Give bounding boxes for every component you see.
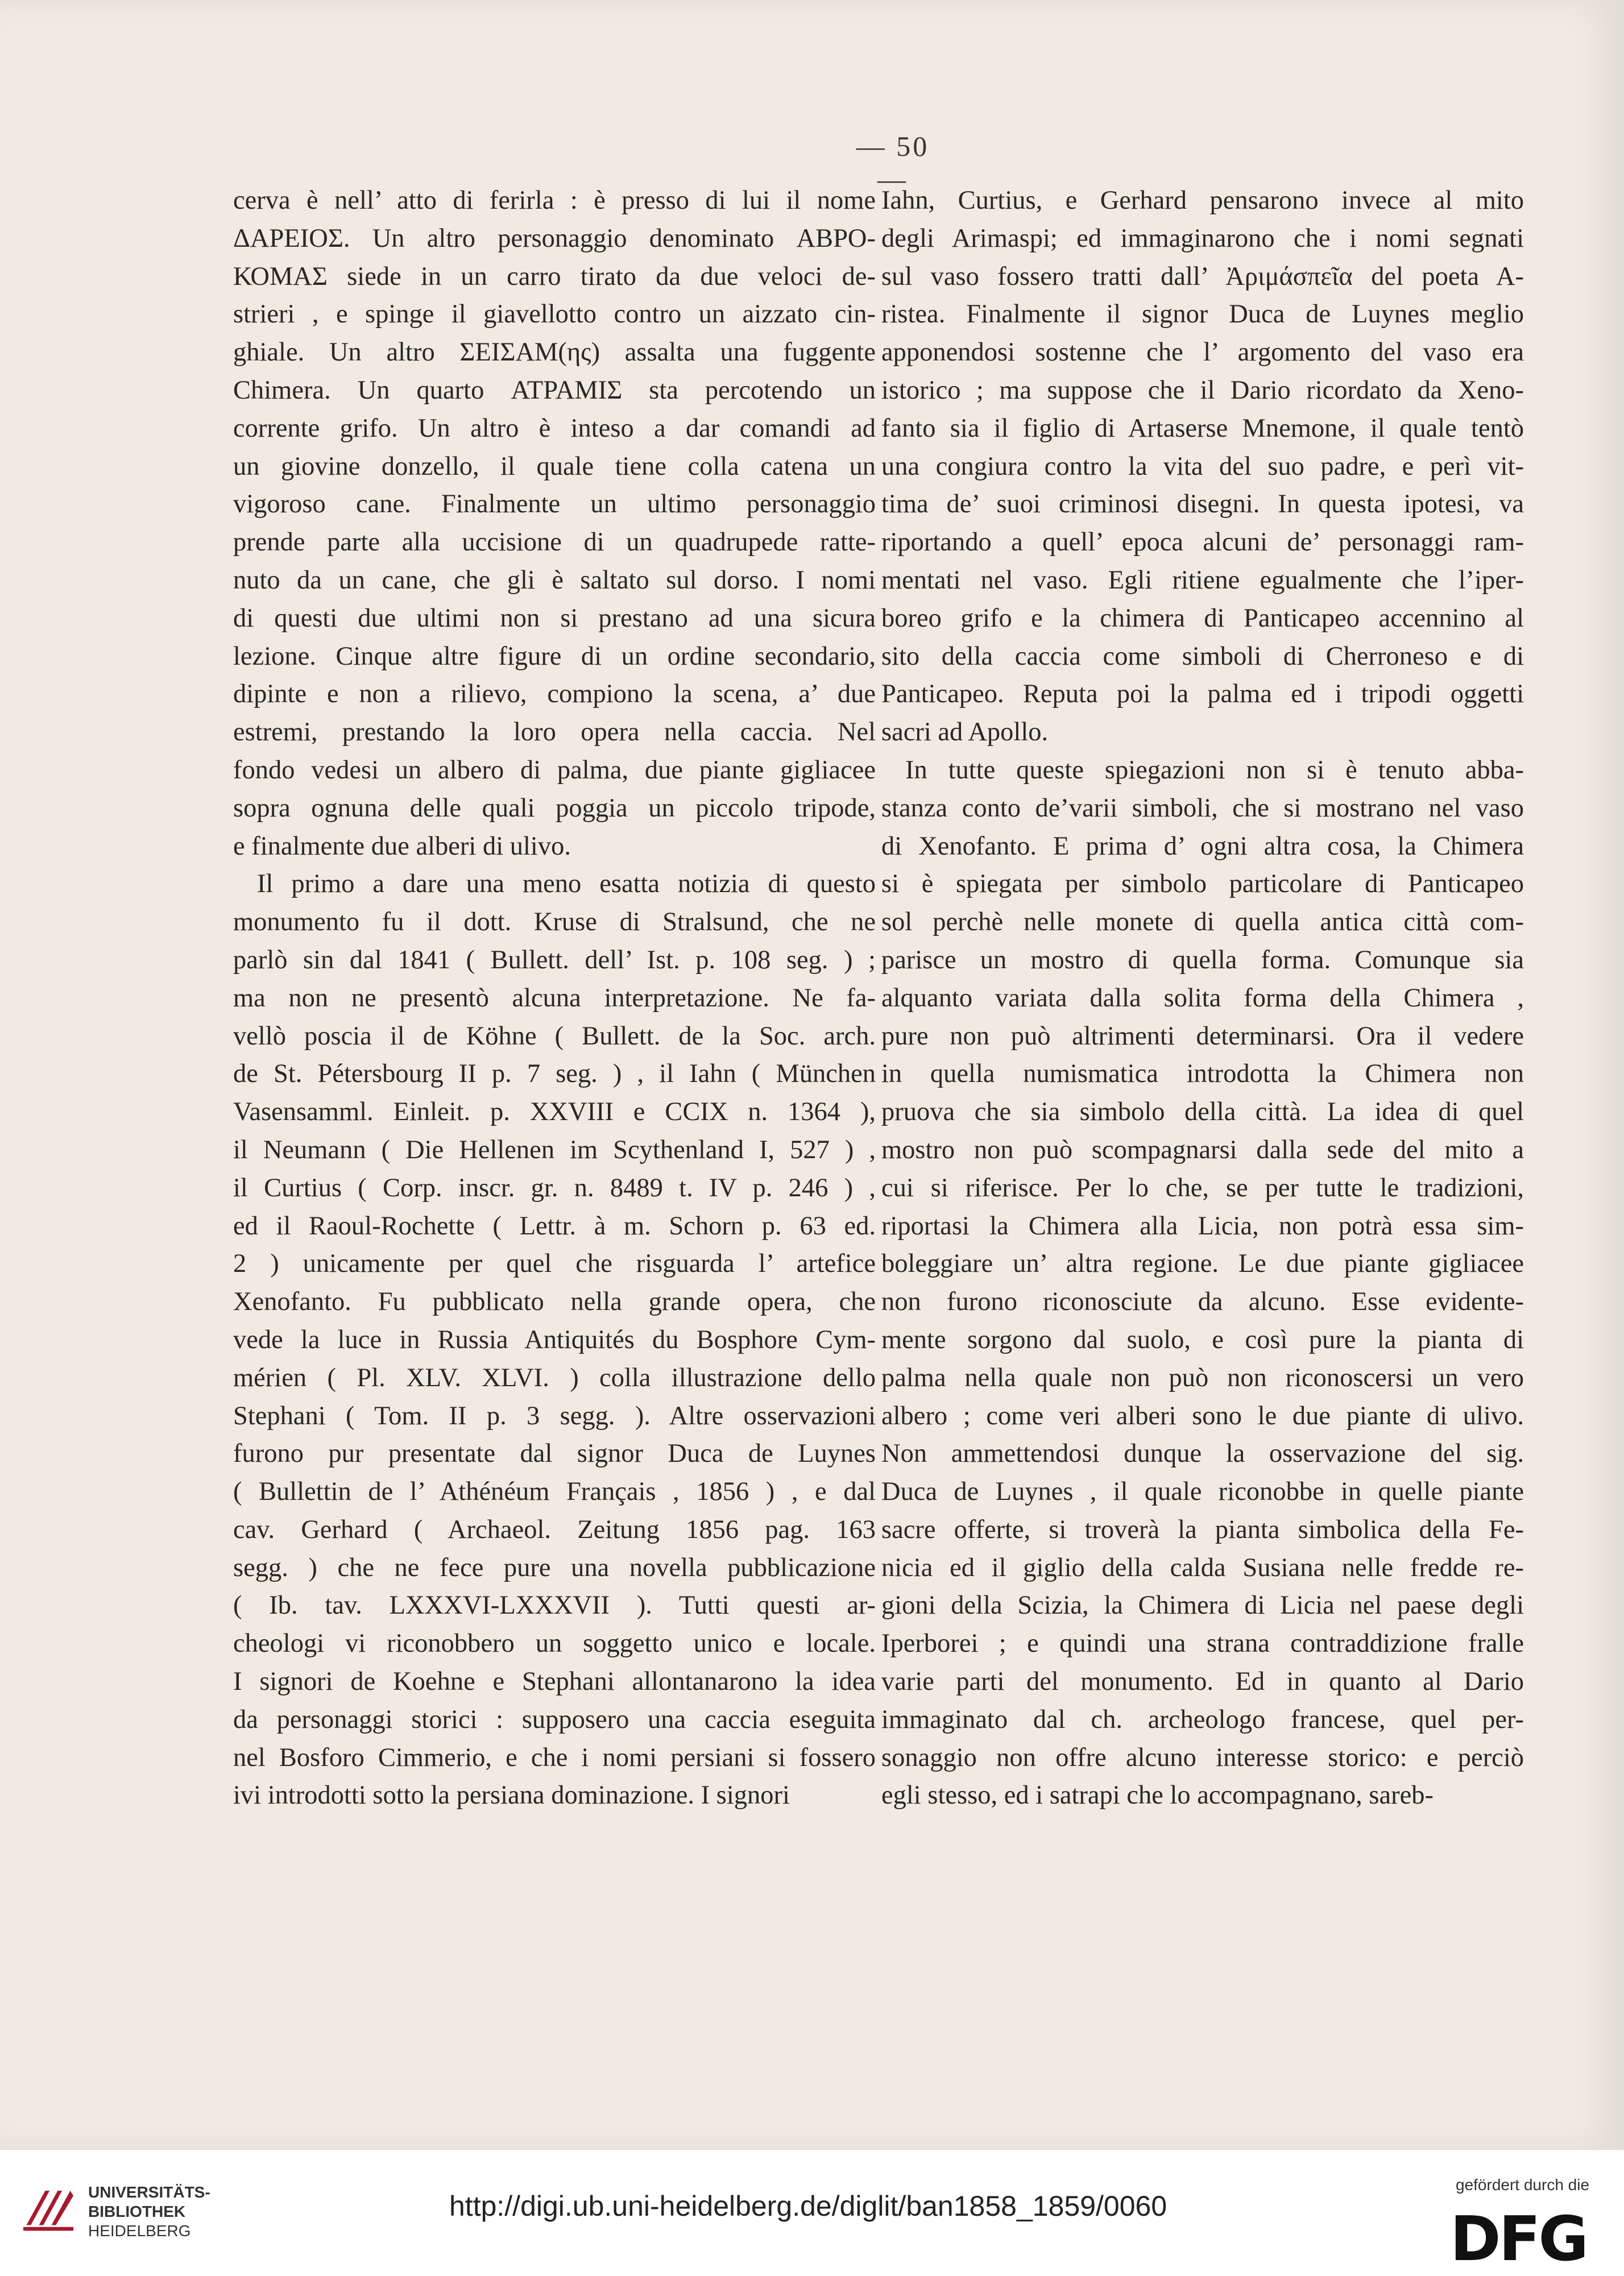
text-line: cerva è nell’ atto di ferirla : è presso di lui il nome [233, 186, 876, 215]
text-line: riportasi la Chimera alla Licia, non potrà essa sim- [881, 1211, 1524, 1241]
library-name-line3: HEIDELBERG [88, 2222, 191, 2240]
text-line: 2 ) unicamente per quel che risguarda l’ artefice [233, 1249, 876, 1279]
text-line: sol perchè nelle monete di quella antica città com- [881, 907, 1524, 937]
text-line: Stephani ( Tom. II p. 3 segg. ). Altre osservazioni [233, 1401, 876, 1431]
text-line: palma nella quale non può non riconoscersi un vero [881, 1363, 1524, 1392]
text-line: non furono riconosciute da alcuno. Esse evidente- [881, 1287, 1524, 1317]
text-line: prende parte alla uccisione di un quadrupede ratte- [233, 528, 876, 557]
text-line: stanza conto de’varii simboli, che si mostrano nel vaso [881, 793, 1524, 823]
text-line: mostro non può scompagnarsi dalla sede del mito a [881, 1135, 1524, 1164]
text-line: ( Bullettin de l’ Athénéum Français , 1856 ) , e dal [233, 1477, 876, 1507]
text-line: segg. ) che ne fece pure una novella pubblicazione [233, 1553, 876, 1582]
text-line: in quella numismatica introdotta la Chimera non [881, 1059, 1524, 1089]
text-line: il Neumann ( Die Hellenen im Scythenland I, 527 ) , [233, 1135, 876, 1164]
text-line: Panticapeo. Reputa poi la palma ed i tripodi oggetti [881, 679, 1524, 709]
text-line: estremi, prestando la loro opera nella caccia. Nel [233, 718, 876, 747]
text-line: sul vaso fossero tratti dall’ Ἀριμάσπεῖα del poeta A- [881, 262, 1524, 291]
text-line: Xenofanto. Fu pubblicato nella grande opera, che [233, 1287, 876, 1317]
text-line: alquanto variata dalla solita forma della Chimera , [881, 983, 1524, 1013]
text-line: sacri ad Apollo. [881, 718, 1049, 747]
text-line: sonaggio non offre alcuno interesse storico: e perciò [881, 1743, 1524, 1772]
text-line: sopra ognuna delle quali poggia un piccolo tripode, [233, 793, 876, 823]
text-line: ( Ib. tav. LXXXVI-LXXXVII ). Tutti questi ar- [233, 1591, 876, 1620]
source-url-link[interactable]: http://digi.ub.uni-heidelberg.de/diglit/ban1858_1859/0060 [449, 2190, 1167, 2222]
text-line: ed il Raoul-Rochette ( Lettr. à m. Schorn p. 63 ed. [233, 1211, 876, 1241]
text-line: Duca de Luynes , il quale riconobbe in quelle piante [881, 1477, 1524, 1507]
text-line: monumento fu il dott. Kruse di Stralsund, che ne [233, 907, 876, 937]
text-line: ristea. Finalmente il signor Duca de Luynes meglio [881, 300, 1524, 329]
text-line: boreo grifo e la chimera di Panticapeo accennino al [881, 603, 1524, 633]
text-line: da personaggi storici : supposero una caccia eseguita [233, 1705, 876, 1734]
text-line: Vasensamml. Einleit. p. XXVIII e CCIX n. 1364 ), [233, 1097, 876, 1127]
text-line: mérien ( Pl. XLV. XLVI. ) colla illustrazione dello [233, 1363, 876, 1392]
text-line: furono pur presentate dal signor Duca de Luynes [233, 1439, 876, 1469]
text-line: cui si riferisce. Per lo che, se per tutte le tradizioni, [881, 1173, 1524, 1203]
text-line: nel Bosforo Cimmerio, e che i nomi persiani si fossero [233, 1743, 876, 1772]
text-line: di Xenofanto. E prima d’ ogni altra cosa, la Chimera [881, 831, 1524, 861]
text-line: Il primo a dare una meno esatta notizia di questo [257, 869, 876, 899]
text-line: il Curtius ( Corp. inscr. gr. n. 8489 t. IV p. 246 ) , [233, 1173, 876, 1203]
text-line: ghiale. Un altro ΣΕΙΣΑΜ(ης) assalta una fuggente [233, 338, 876, 367]
text-line: parisce un mostro di quella forma. Comunque sia [881, 945, 1524, 975]
text-line: sito della caccia come simboli di Cherroneso e di [881, 641, 1524, 671]
text-line: ivi introdotti sotto la persiana dominazione. I signori [233, 1781, 790, 1810]
text-line: albero ; come veri alberi sono le due piante di ulivo. [881, 1401, 1524, 1431]
text-line: egli stesso, ed i satrapi che lo accompagnano, sareb- [881, 1781, 1434, 1810]
text-line: degli Arimaspi; ed immaginarono che i nomi segnati [881, 223, 1524, 253]
library-name-line2: BIBLIOTHEK [88, 2203, 186, 2220]
text-line: varie parti del monumento. Ed in quanto al Dario [881, 1667, 1524, 1697]
funding-note: gefördert durch die [1456, 2176, 1590, 2194]
right-column [881, 182, 1524, 1815]
text-line: vede la luce in Russia Antiquités du Bosphore Cym- [233, 1325, 876, 1354]
left-column [233, 182, 876, 1815]
text-line: immaginato dal ch. archeologo francese, quel per- [881, 1705, 1524, 1734]
text-line: ΚΟΜΑΣ siede in un carro tirato da due veloci de- [233, 262, 876, 291]
text-line: I signori de Koehne e Stephani allontanarono la idea [233, 1667, 876, 1697]
text-line: di questi due ultimi non si prestano ad una sicura [233, 603, 876, 633]
university-library-name [88, 2183, 210, 2241]
text-line: lezione. Cinque altre figure di un ordine secondario, [233, 641, 876, 671]
text-line: In tutte queste spiegazioni non si è tenuto abba- [905, 755, 1524, 785]
text-line: nuto da un cane, che gli è saltato sul dorso. I nomi [233, 565, 876, 595]
text-line: cheologi vi riconobbero un soggetto unico e locale. [233, 1629, 876, 1659]
text-line: e finalmente due alberi di ulivo. [233, 831, 571, 861]
text-line: ma non ne presentò alcuna interpretazione. Ne fa- [233, 983, 876, 1013]
text-line: fanto sia il figlio di Artaserse Mnemone, il quale tentò [881, 413, 1524, 443]
text-line: mente sorgono dal suolo, e così pure la pianta di [881, 1325, 1524, 1354]
footer-bar [0, 2149, 1624, 2276]
text-line: boleggiare un’ altra regione. Le due piante gigliacee [881, 1249, 1524, 1279]
text-line: un giovine donzello, il quale tiene colla catena un [233, 451, 876, 481]
text-line: tima de’ suoi criminosi disegni. In questa ipotesi, va [881, 490, 1524, 519]
text-line: vellò poscia il de Köhne ( Bullett. de la Soc. arch. [233, 1021, 876, 1051]
text-line: nicia ed il giglio della calda Susiana nelle fredde re- [881, 1553, 1524, 1582]
university-library-logo-icon [17, 2178, 80, 2241]
page-number: — 50 — [856, 130, 930, 195]
text-line: fondo vedesi un albero di palma, due piante gigliacee [233, 755, 876, 785]
text-line: Non ammettendosi dunque la osservazione del sig. [881, 1439, 1524, 1469]
text-line: si è spiegata per simbolo particolare di Panticapeo [881, 869, 1524, 899]
text-line: strieri , e spinge il giavellotto contro un aizzato cin- [233, 300, 876, 329]
text-line: Chimera. Un quarto ΑΤΡΑΜΙΣ sta percotendo un [233, 375, 876, 405]
text-line: de St. Pétersbourg II p. 7 seg. ) , il Iahn ( München [233, 1059, 876, 1089]
text-line: istorico ; ma suppose che il Dario ricordato da Xeno- [881, 375, 1524, 405]
text-line: sacre offerte, si troverà la pianta simbolica della Fe- [881, 1515, 1524, 1544]
text-line: Iahn, Curtius, e Gerhard pensarono invece al mito [881, 186, 1524, 215]
text-line: riportando a quell’ epoca alcuni de’ personaggi ram- [881, 528, 1524, 557]
text-line: pruova che sia simbolo della città. La idea di quel [881, 1097, 1524, 1127]
text-line: dipinte e non a rilievo, compiono la scena, a’ due [233, 679, 876, 709]
text-line: una congiura contro la vita del suo padre, e perì vit- [881, 451, 1524, 481]
text-line: cav. Gerhard ( Archaeol. Zeitung 1856 pag. 163 [233, 1515, 876, 1544]
text-line: pure non può altrimenti determinarsi. Ora il vedere [881, 1021, 1524, 1051]
text-line: parlò sin dal 1841 ( Bullett. dell’ Ist. p. 108 seg. ) ; [233, 945, 876, 975]
text-line: ΔΑΡΕΙΟΣ. Un altro personaggio denominato ΑΒΡΟ- [233, 223, 876, 253]
text-line: vigoroso cane. Finalmente un ultimo personaggio [233, 490, 876, 519]
text-line: corrente grifo. Un altro è inteso a dar comandi ad [233, 413, 876, 443]
text-line: gioni della Scizia, la Chimera di Licia nel paese degli [881, 1591, 1524, 1620]
dfg-logo: DFG [1450, 2204, 1587, 2275]
text-line: apponendosi sostenne che l’ argomento del vaso era [881, 338, 1524, 367]
text-line: mentati nel vaso. Egli ritiene egualmente che l’iper- [881, 565, 1524, 595]
library-name-line1: UNIVERSITÄTS- [88, 2183, 210, 2201]
text-line: Iperborei ; e quindi una strana contraddizione fralle [881, 1629, 1524, 1659]
